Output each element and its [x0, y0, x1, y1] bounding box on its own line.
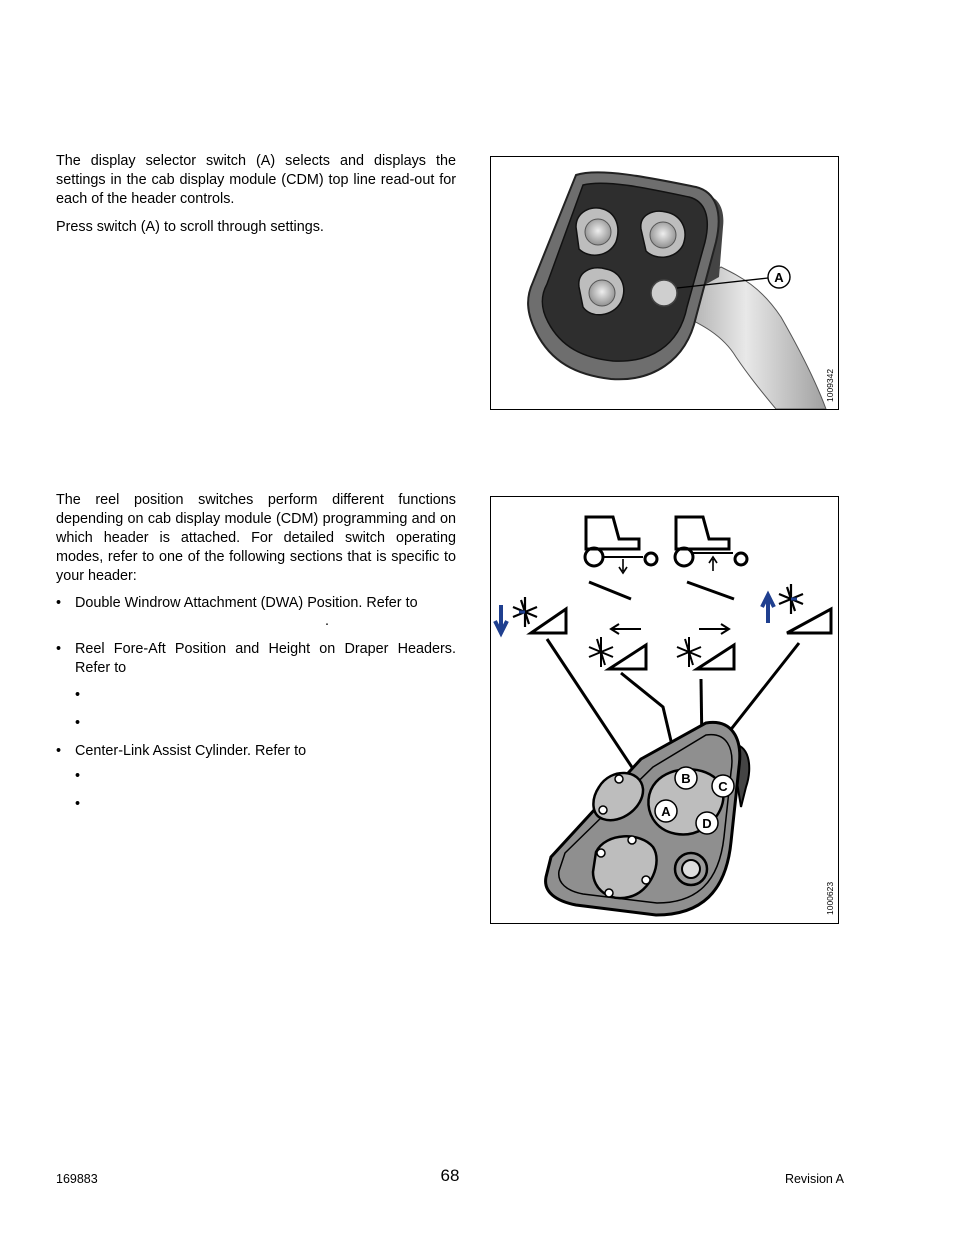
document-number: 169883: [56, 1172, 98, 1186]
reel-position-paragraph: The reel position switches perform different functions depending on cab display module (CDM) programming and on which header is attached. For detailed switch operating modes, refer to one of the following sections that is specific to your header:: [56, 492, 456, 584]
display-selector-paragraph: The display selector switch (A) selects and displays the settings in the cab display module (CDM) top line read-out for each of the header controls.: [56, 153, 456, 207]
sub-list-item: •: [75, 715, 81, 731]
callout-c-label: C: [718, 779, 728, 794]
rocker-switch-bottom-icon: [579, 268, 624, 315]
tractor-lower-icon: [585, 517, 657, 573]
reel-down-icon: [495, 597, 566, 633]
revision-label: Revision A: [784, 1172, 844, 1186]
sub-list-item: •: [75, 768, 81, 784]
joystick-illustration: [491, 157, 838, 409]
rocker-switch-top-right-icon: [641, 211, 685, 257]
callout-a-label: A: [661, 804, 671, 819]
page-number: 68: [440, 1166, 460, 1185]
list-item-dwa: • Double Windrow Attachment (DWA) Position. Refer to: [56, 595, 418, 611]
scroll-instruction-paragraph: Press switch (A) to scroll through settings.: [56, 219, 324, 235]
sub-list-item: •: [75, 796, 81, 812]
reel-switch-illustration: [491, 497, 838, 923]
rocker-switch-top-left-icon: [576, 208, 618, 255]
figure-id-1: 1009342: [825, 368, 835, 402]
list-item-center-link: • Center-Link Assist Cylinder. Refer to: [56, 743, 307, 759]
reel-fore-icon: [677, 624, 734, 669]
display-selector-switch-icon: [651, 280, 677, 306]
reel-up-icon: [762, 584, 831, 633]
sub-list-item: •: [75, 687, 81, 703]
callout-a-label: A: [774, 270, 784, 285]
list-item-dwa-continuation: .: [325, 613, 329, 629]
joystick-figure: [490, 156, 839, 410]
reel-switch-figure: [490, 496, 839, 924]
list-item-reel-fore-aft: • Reel Fore-Aft Position and Height on Draper Headers. Refer to: [56, 641, 456, 676]
callout-b-label: B: [681, 771, 691, 786]
figure-id-2: 1000623: [825, 881, 835, 915]
callout-d-label: D: [702, 816, 712, 831]
reel-aft-icon: [589, 624, 646, 669]
joystick-handle-icon: [546, 722, 750, 915]
tractor-raise-icon: [675, 517, 747, 571]
